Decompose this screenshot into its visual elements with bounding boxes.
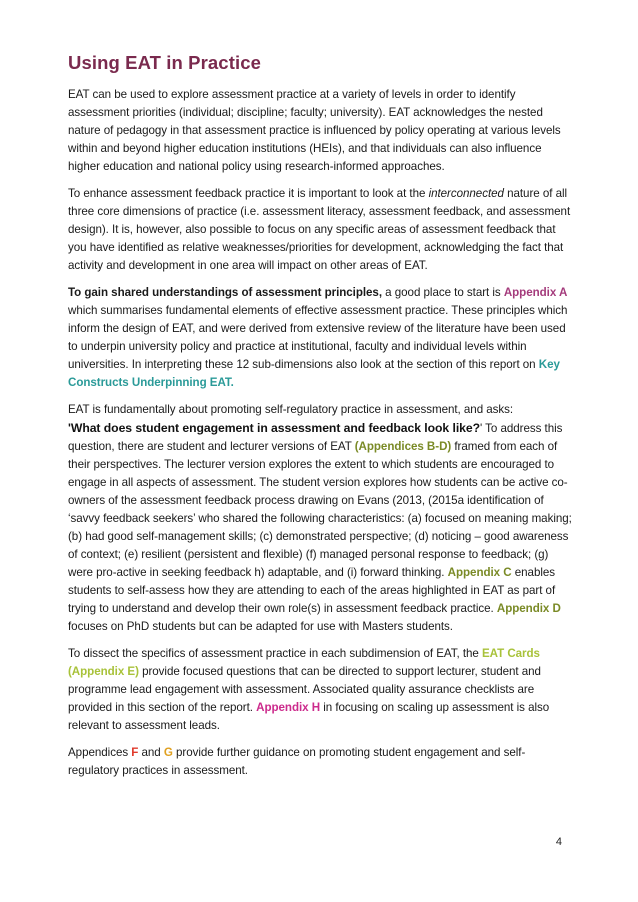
paragraph-self-regulatory: [68, 401, 572, 636]
appendix-f-reference: F: [131, 746, 139, 759]
text-segment: To enhance assessment feedback practice it is important to look at the: [68, 187, 429, 200]
text-segment: enables students to self-assess how they are attending to each of the areas highlighted in EAT as part of trying to understand and develop their own role(s) in assessment feedback practice.: [68, 566, 556, 615]
emphasis-interconnected: interconnected: [428, 187, 504, 200]
page-title: Using EAT in Practice: [68, 52, 261, 73]
text-segment: framed from each of their perspectives. The lecturer version explores the extent to which students are encouraged to engage in all aspects of assessment. The student version explores how students can be active co-owners of the assessment feedback process drawing on Evans (2013, (2015a identification of ‘savvy feedback seekers’ who shared the following characteristics: (a) focused on meaning making; (b) had good self-management skills; (c) demonstrated perspective; (d) noticing – good awareness of context; (e) resilient (persistent and flexible) (f) managed personal response to feedback; (g) were pro-active in seeking feedback h) adaptable, and (i) forward thinking.: [68, 440, 572, 579]
paragraph-interconnected: [68, 185, 572, 275]
text-segment: and: [138, 746, 164, 759]
text-segment: focuses on PhD students but can be adapted for use with Masters students.: [68, 620, 453, 633]
text-segment: To dissect the specifics of assessment practice in each subdimension of EAT, the: [68, 647, 482, 660]
paragraph-intro-text: EAT can be used to explore assessment practice at a variety of levels in order to identify assessment priorities (individual; discipline; faculty; university). EAT acknowledges the nested nature of pedagogy in that assessment practice is influenced by policy operating at various levels within and beyond higher education institutions (HEIs), and that individuals can also influence higher education and national policy using research-informed approaches.: [68, 88, 561, 173]
appendix-d-reference: Appendix D: [496, 602, 561, 615]
paragraph-appendices-f-g: [68, 744, 572, 780]
paragraph-intro: [68, 86, 572, 176]
paragraph-shared-understandings: [68, 284, 572, 392]
question-close-quote: ': [480, 422, 483, 435]
text-segment: which summarises fundamental elements of effective assessment practice. These principles which inform the design of EAT, and were derived from extensive review of the literature have been used to underpin university policy and practice at institutional, faculty and individual levels within universities. In interpreting these 12 sub-dimensions also look at the section of this report on: [68, 304, 568, 371]
appendix-a-reference: Appendix A: [503, 286, 568, 299]
text-segment: provide further guidance on promoting student engagement and self-regulatory practices in assessment.: [68, 746, 526, 777]
text-segment: provide focused questions that can be directed to support lecturer, student and programme lead engagement with assessment. Associated quality assurance checklists are provided in this section of the report.: [68, 665, 541, 714]
key-question: What does student engagement in assessment and feedback look like?: [70, 421, 481, 435]
bold-lead-in: To gain shared understandings of assessment principles,: [68, 286, 383, 299]
paragraph-eat-cards: [68, 645, 572, 735]
text-segment: Appendices: [68, 746, 132, 759]
text-segment: EAT is fundamentally about promoting self-regulatory practice in assessment, and asks:: [68, 403, 514, 416]
appendix-h-reference: Appendix H: [256, 701, 321, 714]
page-number: 4: [555, 836, 562, 848]
eat-cards-reference: EAT Cards (Appendix E): [68, 647, 540, 678]
text-segment: a good place to start is: [382, 286, 504, 299]
appendix-c-reference: Appendix C: [447, 566, 512, 579]
text-segment: nature of all three core dimensions of practice (i.e. assessment literacy, assessment feedback, and assessment design). It is, however, also possible to focus on any specific areas of assessment feedback that you have identified as relative weaknesses/priorities for development, acknowledging the fact that activity and development in one area will impact on other areas of EAT.: [68, 187, 571, 272]
question-open-quote: ': [68, 421, 71, 435]
appendices-b-d-reference: (Appendices B-D): [354, 440, 452, 453]
text-segment: in focusing on scaling up assessment is also relevant to assessment leads.: [68, 701, 550, 732]
appendix-g-reference: G: [163, 746, 173, 759]
text-segment: To address this question, there are student and lecturer versions of EAT: [68, 422, 563, 453]
key-constructs-reference: Key Constructs Underpinning EAT.: [68, 358, 560, 389]
